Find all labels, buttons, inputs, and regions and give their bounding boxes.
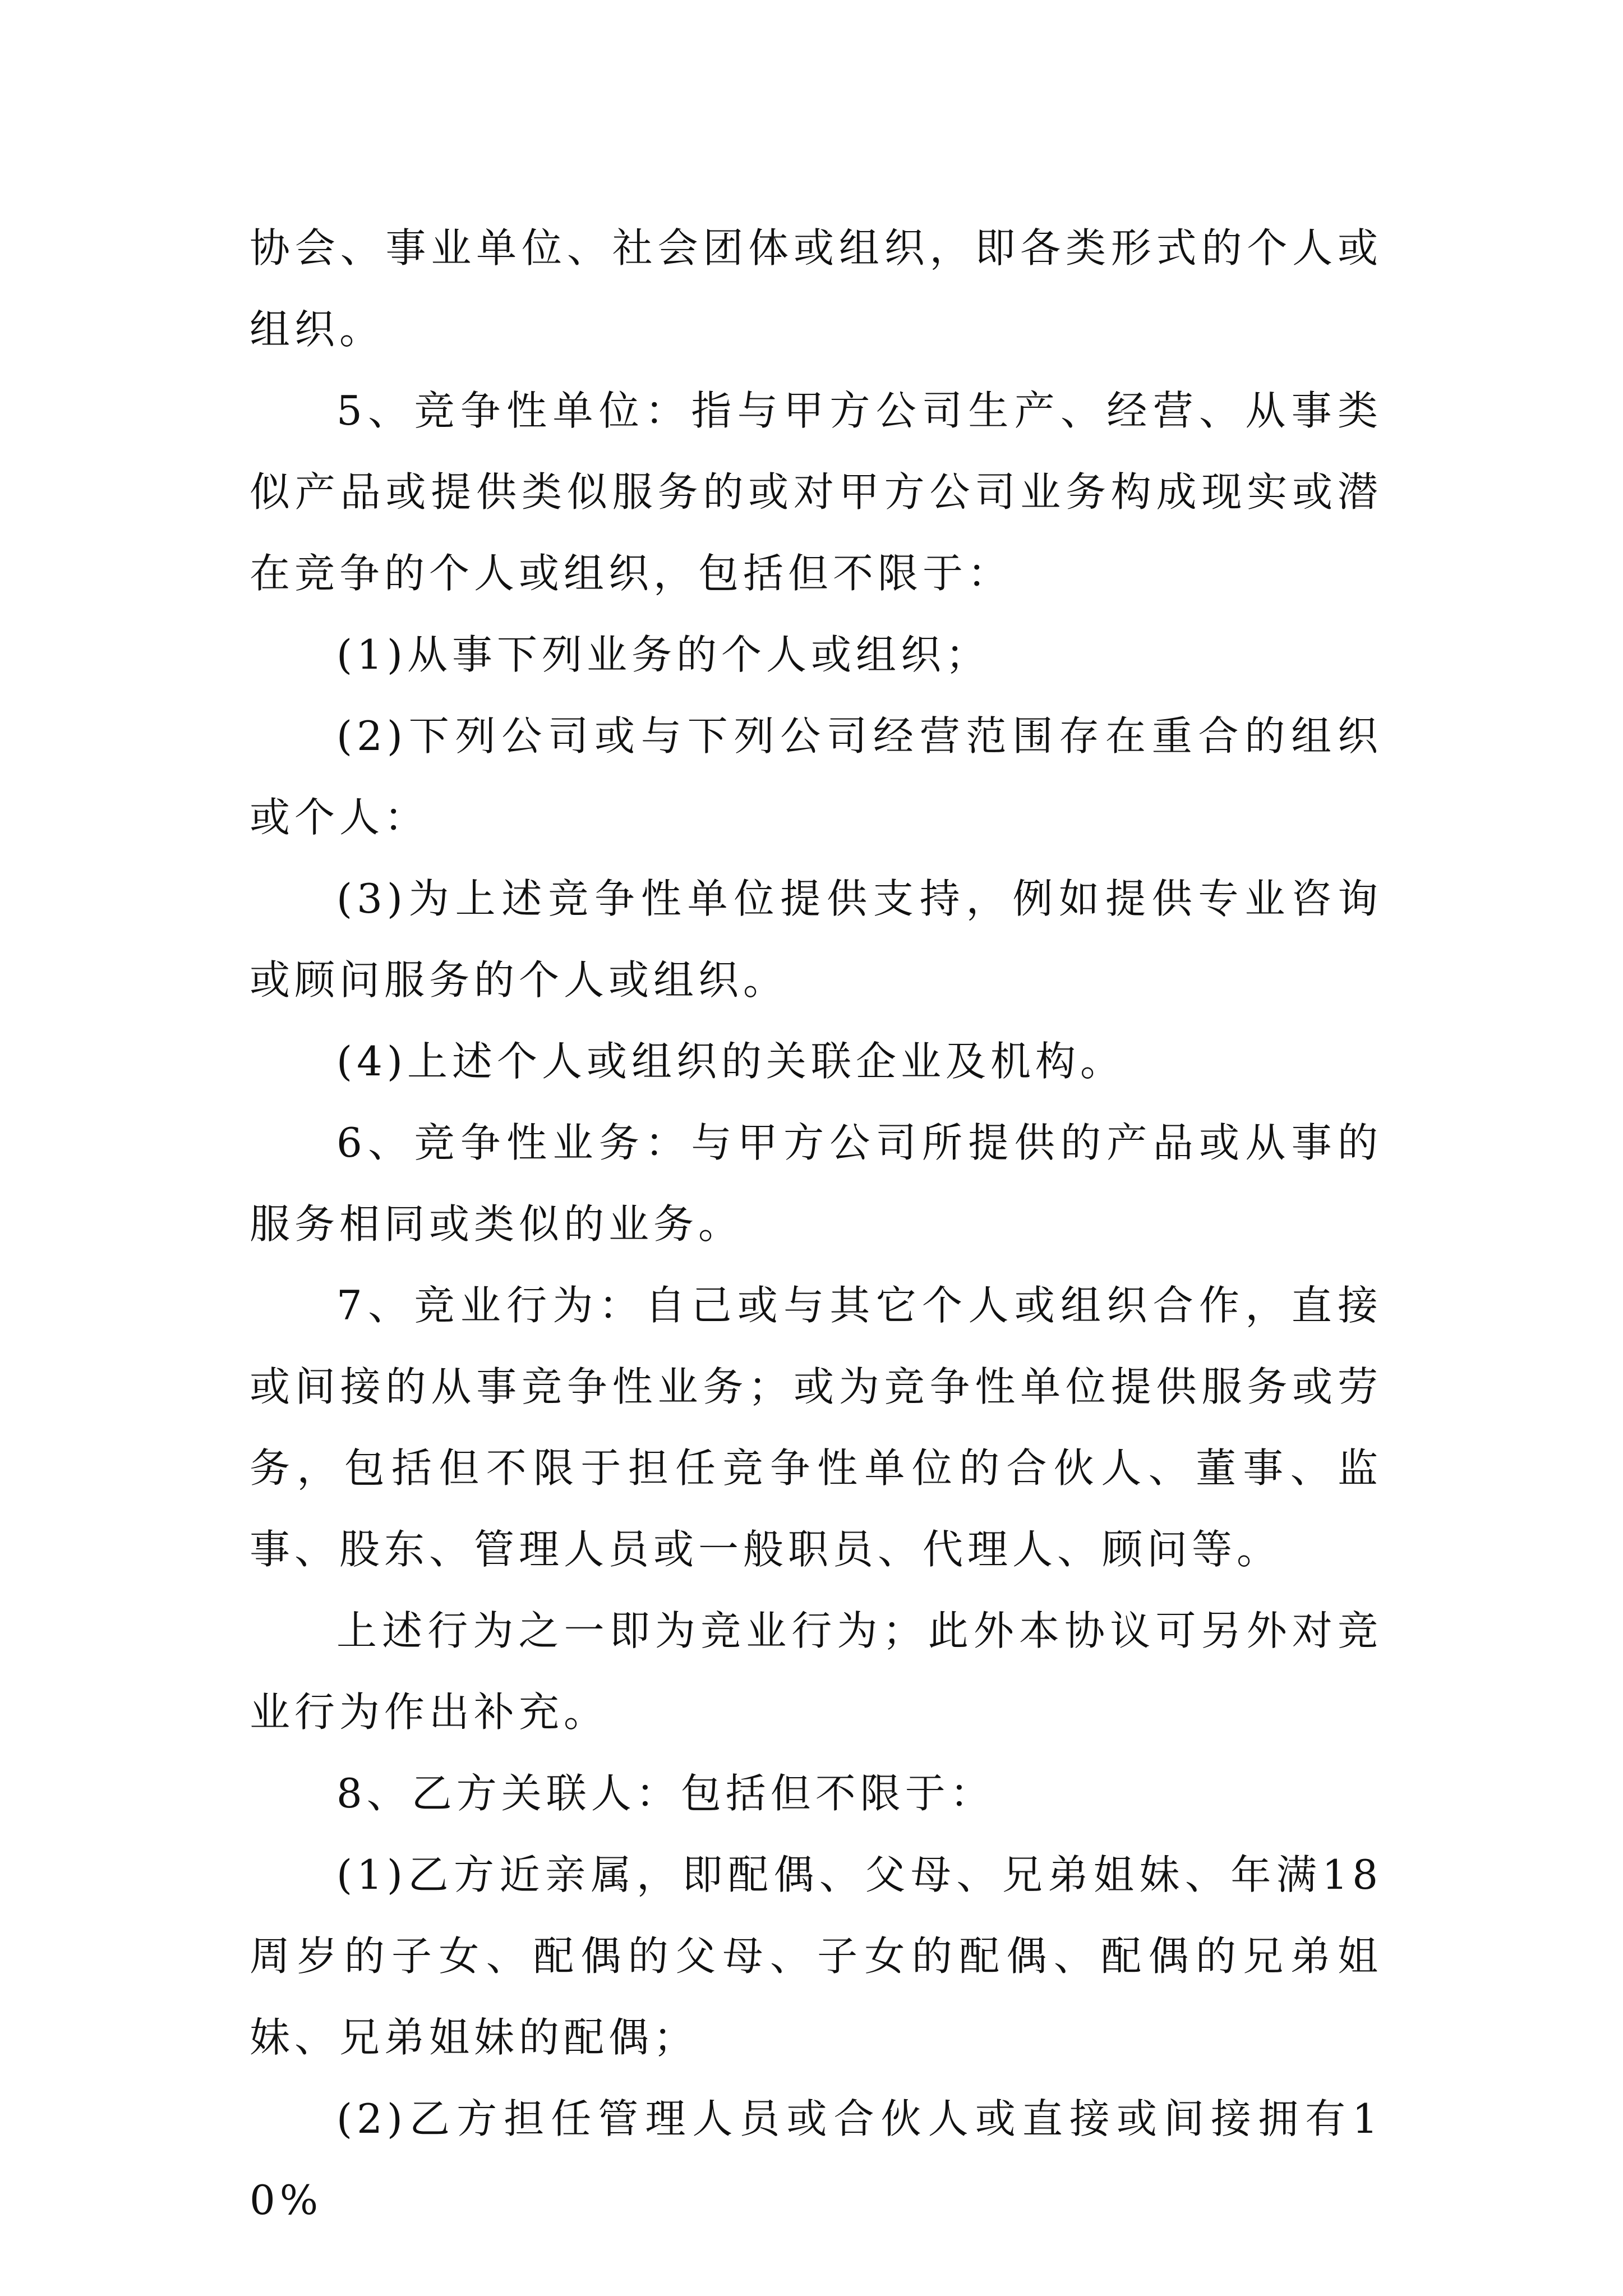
paragraph-clause-7-note: 上述行为之一即为竞业行为；此外本协议可另外对竞业行为作出补充。 (250, 1607, 1382, 1736)
paragraph-clause-5-item-2: (2)下列公司或与下列公司经营范围存在重合的组织或个人： (250, 712, 1382, 841)
paragraph-clause-8: 8、乙方关联人：包括但不限于： (336, 1770, 995, 1817)
paragraph-clause-7: 7、竞业行为：自己或与其它个人或组织合作，直接或间接的从事竞争性业务；或为竞争性单位提供服务或劳务，包括但不限于担任竞争性单位的合伙人、董事、监事、股东、管理人员或一般职员、代理人、顾问等。 (250, 1282, 1382, 1573)
paragraph-clause-8-item-1: (1)乙方近亲属，即配偶、父母、兄弟姐妹、年满18周岁的子女、配偶的父母、子女的配偶、配偶的兄弟姐妹、兄弟姐妹的配偶； (250, 1851, 1382, 2061)
paragraph-continuation: 协会、事业单位、社会团体或组织，即各类形式的个人或组织。 (250, 224, 1382, 353)
paragraph-clause-8-item-2: (2)乙方担任管理人员或合伙人或直接或间接拥有10% (250, 2095, 1382, 2224)
paragraph-clause-5-item-4: (4)上述个人或组织的关联企业及机构。 (336, 1038, 1125, 1085)
paragraph-clause-5-item-1: (1)从事下列业务的个人或组织； (336, 631, 990, 678)
paragraph-clause-5-item-3: (3)为上述竞争性单位提供支持，例如提供专业咨询或顾问服务的个人或组织。 (250, 875, 1382, 1004)
paragraph-clause-6: 6、竞争性业务：与甲方公司所提供的产品或从事的服务相同或类似的业务。 (250, 1119, 1382, 1248)
paragraph-clause-5: 5、竞争性单位：指与甲方公司生产、经营、从事类似产品或提供类似服务的或对甲方公司业务构成现实或潜在竞争的个人或组织，包括但不限于： (250, 387, 1382, 597)
document-body (250, 208, 1382, 2241)
